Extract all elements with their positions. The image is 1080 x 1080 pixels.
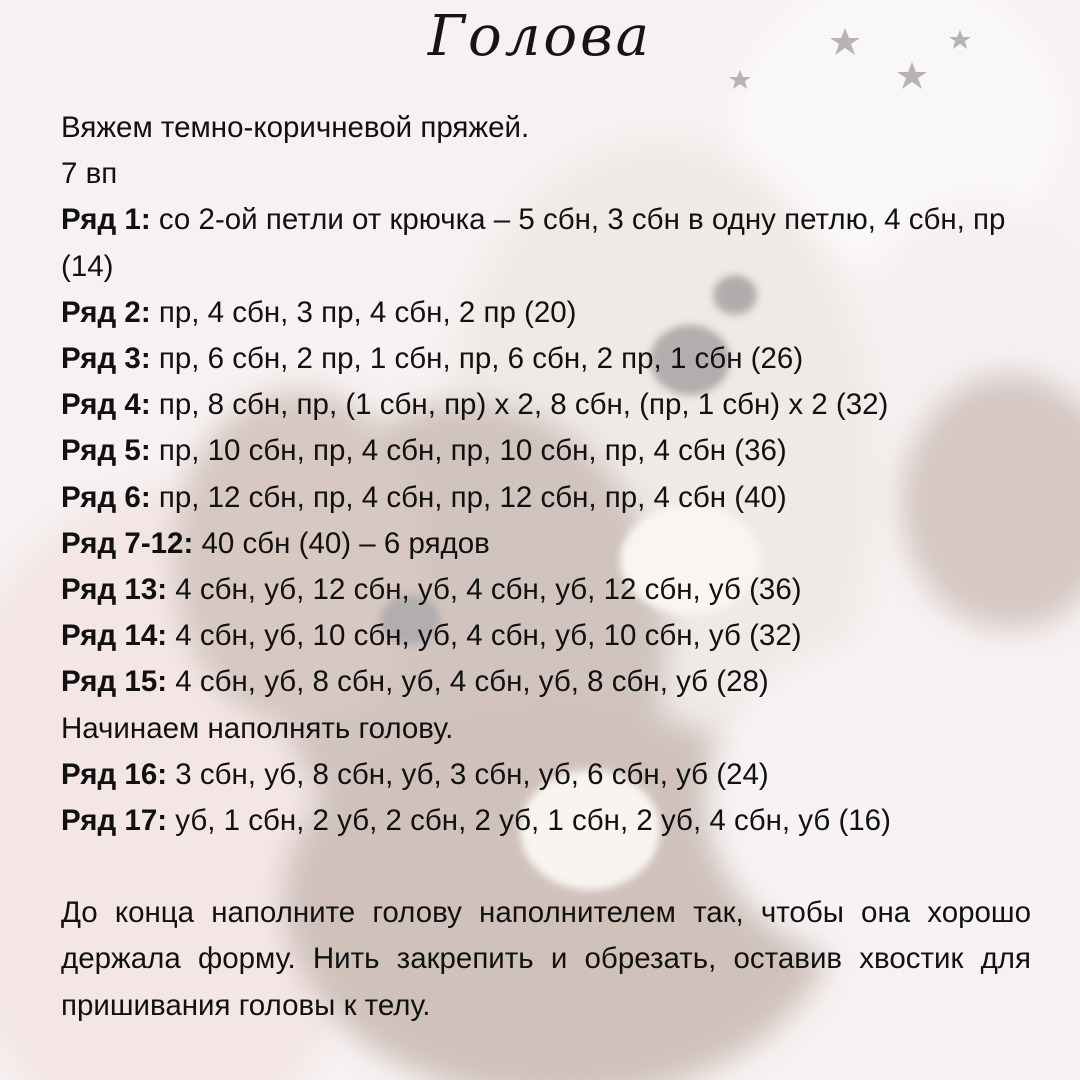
row-line	[61, 521, 1031, 567]
row-text: 40 сбн (40) – 6 рядов	[193, 526, 490, 560]
row-label: Ряд 3:	[61, 342, 151, 376]
row-line	[61, 567, 1031, 613]
row-label: Ряд 2:	[61, 295, 151, 329]
row-label: Ряд 7-12:	[61, 526, 194, 560]
final-paragraph: До конца наполните голову наполнителем так, чтобы она хорошо держала форму. Нить закрепить и обрезать, оставив хвостик для пришивания головы к телу.	[61, 896, 1031, 1022]
row-label: Ряд 1:	[61, 203, 151, 237]
row-label: Ряд 14:	[61, 619, 168, 653]
row-label: Ряд 15:	[61, 665, 168, 699]
row-text: пр, 4 сбн, 3 пр, 4 сбн, 2 пр (20)	[150, 295, 577, 329]
row-line	[61, 613, 1031, 659]
row-line	[61, 659, 1031, 705]
page-title: Голова	[427, 4, 653, 69]
row-text: 4 сбн, уб, 10 сбн, уб, 4 сбн, уб, 10 сбн, уб (32)	[167, 619, 802, 653]
row-text: пр, 12 сбн, пр, 4 сбн, пр, 12 сбн, пр, 4 сбн (40)	[150, 480, 787, 514]
row-text: пр, 10 сбн, пр, 4 сбн, пр, 10 сбн, пр, 4 сбн (36)	[150, 434, 787, 468]
row-line	[61, 336, 1031, 382]
row-label: Ряд 13:	[61, 573, 168, 607]
row-label: Ряд 5:	[61, 434, 151, 468]
row-text: 4 сбн, уб, 8 сбн, уб, 4 сбн, уб, 8 сбн, уб (28)	[167, 665, 769, 699]
intro-line: Вяжем темно-коричневой пряжей.	[61, 111, 530, 144]
row-line	[61, 752, 1031, 798]
row-line	[61, 290, 1031, 336]
row-label: Ряд 6:	[61, 480, 151, 514]
row-line	[61, 428, 1031, 474]
row-line	[61, 798, 1031, 844]
row-text: пр, 8 сбн, пр, (1 сбн, пр) х 2, 8 сбн, (пр, 1 сбн) х 2 (32)	[150, 388, 889, 422]
row-text: 3 сбн, уб, 8 сбн, уб, 3 сбн, уб, 6 сбн, уб (24)	[167, 757, 769, 791]
paragraph-gap	[61, 844, 1031, 890]
row-label: Ряд 16:	[61, 757, 168, 791]
row-line	[61, 475, 1031, 521]
pattern-instructions	[61, 105, 1031, 1029]
chain-line: 7 вп	[61, 157, 118, 191]
row-label: Ряд 17:	[61, 804, 168, 838]
row-text: пр, 6 сбн, 2 пр, 1 сбн, пр, 6 сбн, 2 пр, 1 сбн (26)	[150, 342, 804, 376]
row-line	[61, 197, 1031, 289]
row-line	[61, 382, 1031, 428]
row-text: уб, 1 сбн, 2 уб, 2 сбн, 2 уб, 1 сбн, 2 уб, 4 сбн, уб (16)	[167, 804, 891, 838]
row-label: Ряд 4:	[61, 388, 151, 422]
row-text: 4 сбн, уб, 12 сбн, уб, 4 сбн, уб, 12 сбн, уб (36)	[167, 573, 802, 607]
row-text: со 2-ой петли от крючка – 5 сбн, 3 сбн в одну петлю, 4 сбн, пр (14)	[61, 203, 1006, 283]
stuffing-note: Начинаем наполнять голову.	[61, 711, 454, 745]
